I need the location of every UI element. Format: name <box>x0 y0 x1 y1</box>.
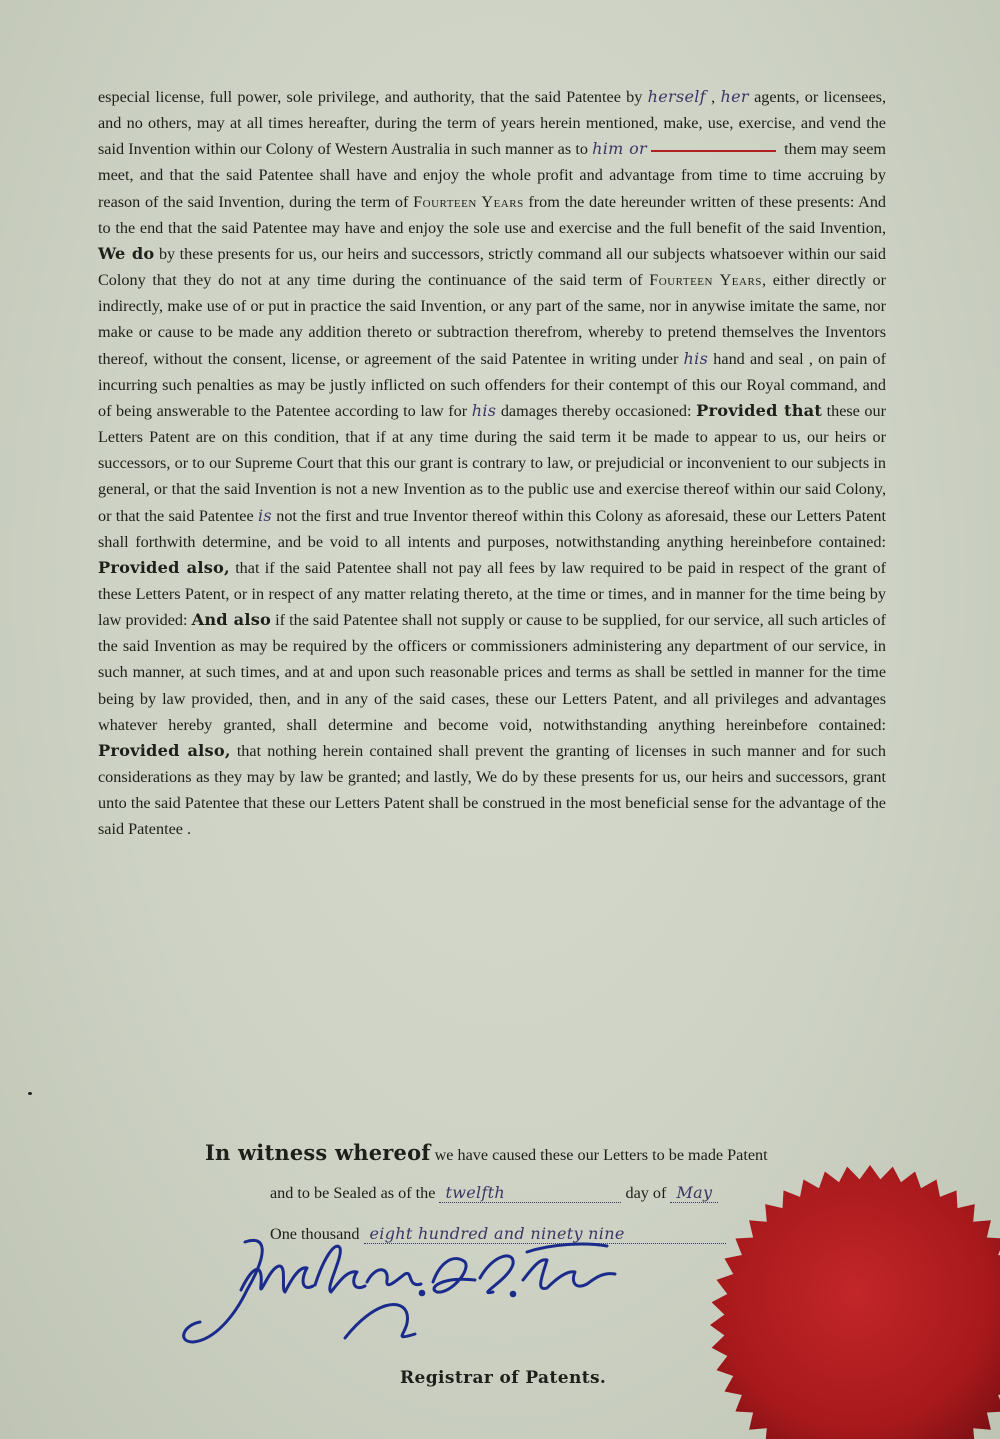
day-of-text: day of <box>625 1184 667 1202</box>
registrar-of-patents: Registrar of Patents. <box>400 1368 607 1388</box>
text-s1b: , <box>711 88 716 106</box>
handwritten-is: is <box>257 505 272 525</box>
text-s13: that nothing herein contained shall prevent the granting of licenses in such manner and for such considerations as they may by law be granted; and lastly, We do by these presents for us, our heirs and successors, grant unto the said Patentee that these our Letters Patent shall be construed in the most beneficial sense for the advantage of the said Patentee . <box>98 741 887 839</box>
ink-speck <box>28 1092 32 1095</box>
handwritten-herself: herself <box>647 87 706 106</box>
witness-line-1-text: we have caused these our Letters to be made Patent <box>434 1146 768 1164</box>
provided-also-1-blackletter: Provided also, <box>98 557 230 577</box>
text-s2: agents, or licensees, and no others, may at all times hereafter, during the term of years herein mentioned, make, use, exercise, and vend the said Invention within our Colony of Western Australia in such manner as to <box>98 88 887 159</box>
text-s4: from the date hereunder written of these presents: And to the end that the said Patentee may have and enjoy the sole use and exercise and the full benefit of the said Invention, <box>98 192 887 237</box>
text-s5: by these presents for us, our heirs and successors, strictly command all our subjects whatsoever within our said Colony that they do not at any time during the continuance of the said term of <box>98 244 886 290</box>
text-s6: , either directly or indirectly, make use of or put in practice the said Invention, or any part of the same, nor in anywise imitate the same, nor make or cause to be made any addition thereto or subtraction therefrom, whereby to pretend themselves the Inventors thereof, without the consent, license, or agreement of the said Patentee in writing under <box>98 271 887 368</box>
handwritten-month: May <box>670 1183 718 1203</box>
patent-body-text <box>98 84 886 843</box>
handwritten-her: her <box>720 87 749 106</box>
text-s1: especial license, full power, sole privilege, and authority, that the said Patentee by <box>98 88 643 106</box>
text-s3: them may seem meet, and that the said Patentee shall have and enjoy the whole profit and advantage from time to time accruing by reason of the said Invention, during the term of <box>98 140 887 211</box>
red-wax-seal <box>705 1160 1000 1439</box>
text-s8: damages thereby occasioned: <box>500 401 692 420</box>
handwritten-his-1: his <box>683 348 709 368</box>
witness-line-1 <box>205 1140 768 1165</box>
fourteen-years-1: Fourteen Years <box>413 192 524 211</box>
registrar-signature <box>175 1230 645 1360</box>
red-strike-line <box>651 150 776 152</box>
text-s12: if the said Patentee shall not supply or cause to be supplied, for our service, all such articles of the said Invention as may be required by the officers or commissioners administering any department of our service, in such manner, at such times, and at and upon such reasonable prices and terms as shall be settled in manner for the time being by law provided, then, and in any of the said cases, these our Letters Patent, and all privileges and advantages whatever hereby granted, shall determine and become void, notwithstanding anything hereinbefore contained: <box>98 611 886 734</box>
and-also-blackletter: And also <box>191 610 272 630</box>
handwritten-day: twelfth <box>439 1183 621 1203</box>
handwritten-his-2: his <box>471 400 497 420</box>
text-s9: these our Letters Patent are on this condition, that if at any time during the said term it be made to appear to us, our heirs or successors, or to our Supreme Court that this our grant is contrary to law, or prejudicial or inconvenient to our subjects in general, or that the said Invention is not a new Invention as to the public use and exercise thereof within our said Colony, or that the said Patentee <box>98 401 887 525</box>
witness-line-2 <box>270 1183 718 1203</box>
provided-also-2-blackletter: Provided also, <box>98 740 231 760</box>
fourteen-years-2: Fourteen Years <box>649 271 762 290</box>
in-witness-blackletter: In witness whereof <box>205 1140 431 1165</box>
one-thousand-text: One thousand <box>270 1225 360 1243</box>
provided-that-blackletter: Provided that <box>696 400 823 420</box>
handwritten-year: eight hundred and ninety nine <box>364 1224 726 1244</box>
text-s7: hand and seal , on pain of incurring such penalties as may be justly inflicted on such offenders for their contempt of this our Royal command, and of being answerable to the Patentee according to law for <box>98 349 887 420</box>
text-s10: not the first and true Inventor thereof within this Colony as aforesaid, these our Letters Patent shall forthwith determine, and be void to all intents and purposes, notwithstanding anything hereinbefore contained: <box>98 506 887 551</box>
we-do-blackletter: We do <box>98 243 155 263</box>
text-s11: that if the said Patentee shall not pay all fees by law required to be paid in respect of the grant of these Letters Patent, or in respect of any matter relating thereto, at the time or times, and in manner for the time being by law provided: <box>98 558 887 630</box>
sealed-as-of-text: and to be Sealed as of the <box>270 1184 436 1202</box>
handwritten-him-or: him or <box>592 139 647 159</box>
